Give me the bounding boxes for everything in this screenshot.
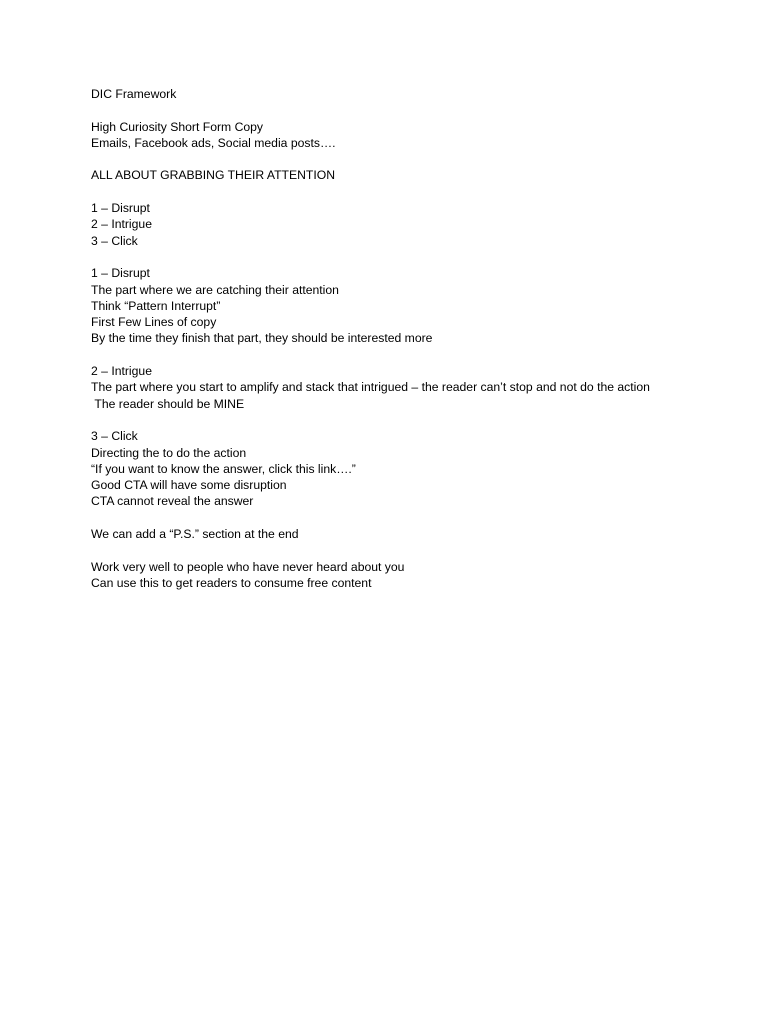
- spacer: [91, 102, 711, 118]
- step-item: 1 – Disrupt: [91, 201, 150, 216]
- click-line: Directing the to do the action: [91, 445, 247, 460]
- channels-line: Emails, Facebook ads, Social media posts….: [91, 135, 336, 150]
- spacer: [91, 412, 711, 428]
- ps-note: We can add a “P.S.” section at the end: [91, 527, 299, 542]
- headline: ALL ABOUT GRABBING THEIR ATTENTION: [91, 168, 336, 183]
- disrupt-line: Think “Pattern Interrupt”: [91, 298, 221, 313]
- intrigue-line: The part where you start to amplify and stack that intrigued – the reader can’t stop and not do the action: [91, 380, 650, 395]
- click-line: Good CTA will have some disruption: [91, 478, 287, 493]
- document-subtitle: High Curiosity Short Form Copy: [91, 119, 264, 134]
- spacer: [91, 542, 711, 558]
- disrupt-line: By the time they finish that part, they should be interested more: [91, 331, 433, 346]
- closing-line: Work very well to people who have never heard about you: [91, 559, 405, 574]
- spacer: [91, 184, 711, 200]
- spacer: [91, 249, 711, 265]
- spacer: [91, 510, 711, 526]
- spacer: [91, 347, 711, 363]
- step-item: 3 – Click: [91, 233, 138, 248]
- disrupt-line: The part where we are catching their attention: [91, 282, 339, 297]
- disrupt-line: First Few Lines of copy: [91, 315, 217, 330]
- click-line: CTA cannot reveal the answer: [91, 494, 254, 509]
- intrigue-line: The reader should be MINE: [91, 396, 245, 411]
- click-heading: 3 – Click: [91, 429, 138, 444]
- click-line: “If you want to know the answer, click this link….”: [91, 461, 356, 476]
- disrupt-heading: 1 – Disrupt: [91, 266, 150, 281]
- spacer: [91, 151, 711, 167]
- step-item: 2 – Intrigue: [91, 217, 152, 232]
- document-body: [91, 86, 711, 591]
- closing-line: Can use this to get readers to consume free content: [91, 575, 372, 590]
- document-title: DIC Framework: [91, 87, 177, 101]
- intrigue-heading: 2 – Intrigue: [91, 364, 152, 379]
